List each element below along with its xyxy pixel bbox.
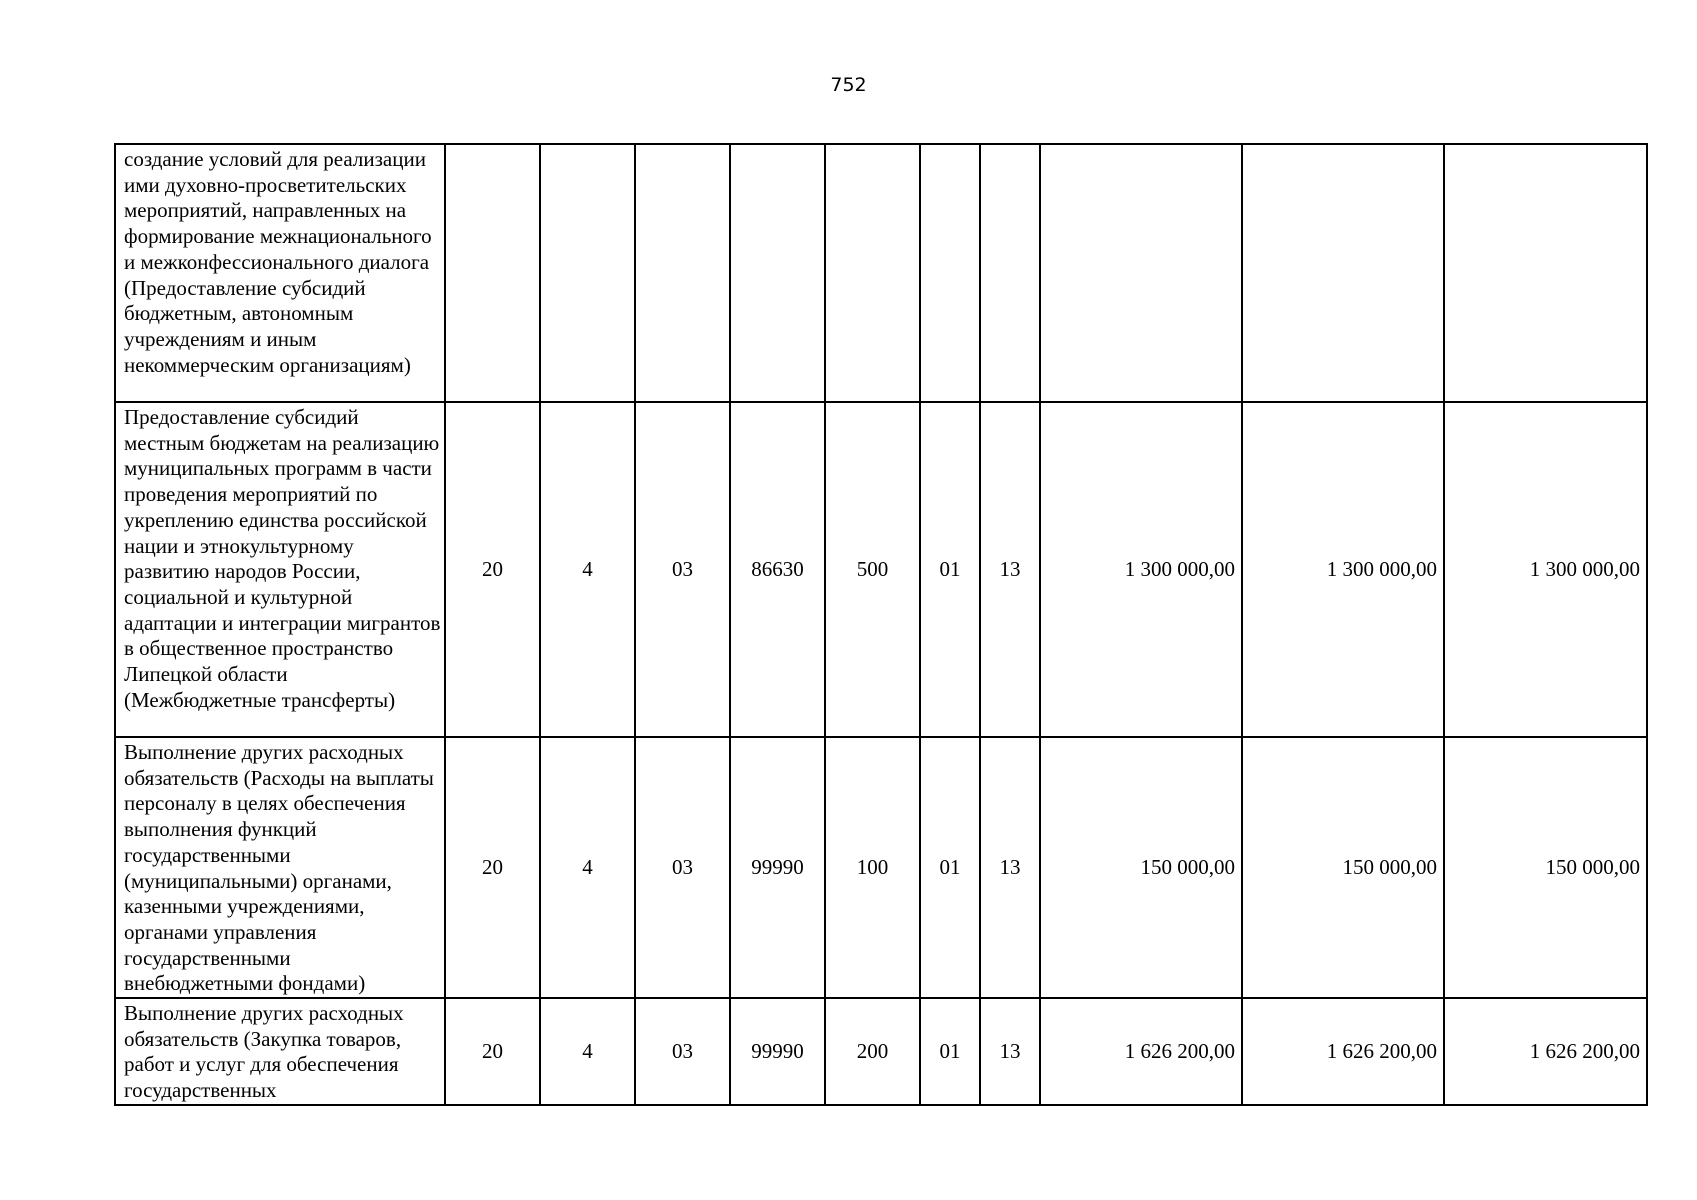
row-description: Предоставление субсидий местным бюджетам на реализацию муниципальных программ в части проведения мероприятий по укреплению единства российской нации и этнокультурному развитию народов России, социальной и культурной адаптации и интеграции мигрантов в общественное пространство Липецкой области (Межбюджетные трансферты) — [115, 402, 445, 737]
row-description: создание условий для реализации ими духовно-просветительских мероприятий, направленных на формирование межнационального и межконфессионального диалога (Предоставление субсидий бюджетным, автономным учреждениям и иным некоммерческим организациям) — [115, 144, 445, 402]
row-description: Выполнение других расходных обязательств (Расходы на выплаты персоналу в целях обеспечения выполнения функций государственными (муниципальными) органами, казенными учреждениями, органами управления государственными внебюджетными фондами) — [115, 737, 445, 998]
amount-cell — [1242, 144, 1444, 402]
code-cell: 01 — [920, 998, 980, 1105]
code-cell: 03 — [635, 998, 730, 1105]
code-cell: 01 — [920, 402, 980, 737]
table-row — [115, 998, 1647, 1105]
code-cell: 4 — [540, 998, 635, 1105]
code-cell: 200 — [825, 998, 920, 1105]
table-row — [115, 402, 1647, 737]
table-row — [115, 737, 1647, 998]
code-cell — [980, 144, 1040, 402]
amount-cell: 150 000,00 — [1444, 737, 1647, 998]
code-cell — [635, 144, 730, 402]
code-cell: 99990 — [730, 737, 825, 998]
code-cell: 4 — [540, 402, 635, 737]
code-cell: 20 — [445, 998, 540, 1105]
code-cell: 03 — [635, 737, 730, 998]
code-cell: 13 — [980, 737, 1040, 998]
code-cell: 20 — [445, 737, 540, 998]
page-number: 752 — [830, 74, 867, 96]
code-cell: 13 — [980, 998, 1040, 1105]
amount-cell: 1 626 200,00 — [1242, 998, 1444, 1105]
amount-cell: 1 626 200,00 — [1040, 998, 1242, 1105]
amount-cell: 1 300 000,00 — [1242, 402, 1444, 737]
code-cell — [445, 144, 540, 402]
amount-cell: 1 626 200,00 — [1444, 998, 1647, 1105]
code-cell — [920, 144, 980, 402]
code-cell: 500 — [825, 402, 920, 737]
code-cell: 100 — [825, 737, 920, 998]
amount-cell — [1040, 144, 1242, 402]
amount-cell: 1 300 000,00 — [1444, 402, 1647, 737]
budget-table — [114, 143, 1648, 1106]
row-description: Выполнение других расходных обязательств (Закупка товаров, работ и услуг для обеспечения государственных — [115, 998, 445, 1105]
code-cell: 99990 — [730, 998, 825, 1105]
code-cell: 13 — [980, 402, 1040, 737]
code-cell: 03 — [635, 402, 730, 737]
amount-cell: 150 000,00 — [1242, 737, 1444, 998]
code-cell — [730, 144, 825, 402]
amount-cell: 150 000,00 — [1040, 737, 1242, 998]
code-cell: 4 — [540, 737, 635, 998]
code-cell: 01 — [920, 737, 980, 998]
code-cell — [540, 144, 635, 402]
amount-cell: 1 300 000,00 — [1040, 402, 1242, 737]
code-cell: 86630 — [730, 402, 825, 737]
amount-cell — [1444, 144, 1647, 402]
code-cell — [825, 144, 920, 402]
code-cell: 20 — [445, 402, 540, 737]
table-row — [115, 144, 1647, 402]
